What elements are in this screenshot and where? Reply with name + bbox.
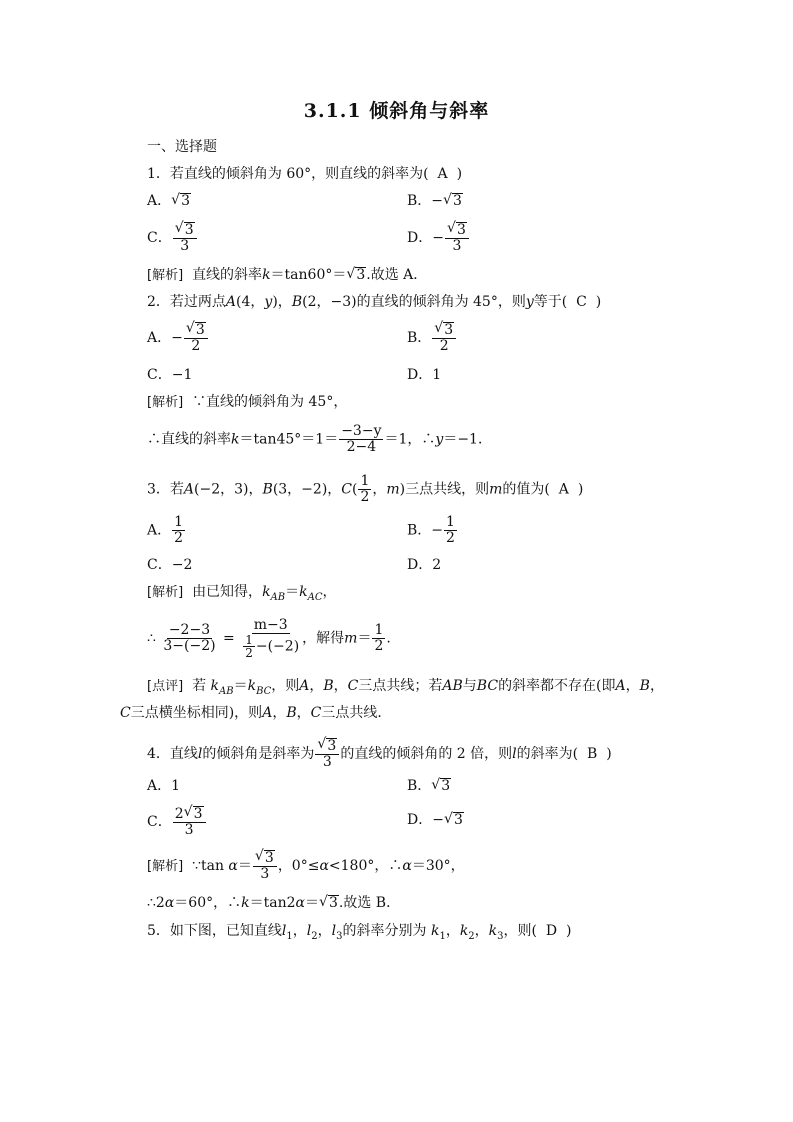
- q4-option-a: A．1: [147, 778, 181, 794]
- q1-option-a: [147, 191, 191, 211]
- fraction: √ $\frac{3}{3}$: [253, 850, 277, 882]
- analysis-tag: [解析]: [147, 859, 184, 874]
- fraction: $\frac{1}{2}$: [360, 473, 370, 505]
- q4-answer: B: [587, 746, 598, 762]
- fraction: √ $\frac{3}{3}$: [315, 738, 339, 770]
- analysis-tag: [解析]: [147, 268, 184, 283]
- q2-stem: 2．若过两点A(4，y)，B(2，−3)的直线的倾斜角为 45°，则y等于( C ): [147, 294, 602, 310]
- fraction: √ $\frac{3}{2}$: [184, 322, 208, 354]
- fraction: √ $\frac{3}{3}$: [445, 222, 469, 254]
- q2-option-b: B． √ $\frac{3}{2}$: [407, 322, 457, 354]
- q3-option-c: C．−2: [147, 557, 193, 573]
- q3-remark-2: C三点横坐标相同)，则A，B，C三点共线．: [120, 705, 392, 721]
- q3-option-d: D．2: [407, 557, 442, 573]
- q2-option-a: A．− √ $\frac{3}{2}$: [147, 322, 209, 354]
- q1-option-c-label: C．: [147, 230, 172, 246]
- sqrt-symbol: √ 3: [444, 810, 464, 830]
- fraction: $\frac{1}{2}$: [374, 622, 384, 654]
- q2-option-c: C．−1: [147, 367, 193, 383]
- q4-stem: 4．直线l的倾斜角是斜率为 √ $\frac{3}{3}$ 的直线的倾斜角的 2 倍，则l的斜率为( B ): [147, 738, 612, 770]
- sqrt-symbol: √ 3: [431, 776, 451, 796]
- sqrt-symbol: √ 3: [171, 191, 191, 211]
- q1-option-a-label: A．: [147, 193, 172, 209]
- fraction: m−3 $\frac{1}{2}$ −(−2): [245, 617, 300, 660]
- q3-option-b: B．− $\frac{1}{2}$: [407, 514, 455, 546]
- q4-analysis-1: [解析] ∵tan α＝ √ $\frac{3}{3}$ ，0°≤α<180°，∴α＝30°，: [147, 850, 465, 882]
- q4-analysis-2: ∴2α＝60°，∴k＝tan2α＝√ 3.故选 B．: [147, 893, 400, 913]
- q1-option-b: [407, 191, 463, 211]
- q4-option-b: B．√ 3: [407, 776, 451, 796]
- q1-option-d-label: D．−: [407, 230, 444, 246]
- fraction: $\frac{1}{2}$: [174, 514, 184, 546]
- analysis-tag: [解析]: [147, 395, 184, 410]
- q2-option-d: D．1: [407, 367, 442, 383]
- q2-analysis-1: [解析] ∵直线的倾斜角为 45°，: [147, 394, 348, 410]
- q1-stem: [147, 164, 462, 184]
- q4-option-c: C． $\frac{2√ 3}{3}$: [147, 806, 207, 838]
- q1-stem-close: ): [456, 166, 463, 182]
- sqrt-symbol: √ 3: [443, 191, 463, 211]
- q4-option-d: D．−√ 3: [407, 810, 464, 830]
- q1-analysis: [解析] 直线的斜率k＝tan60°＝√ 3.故选 A．: [147, 265, 427, 286]
- q1-answer: A: [437, 166, 448, 182]
- fraction: $\frac{2√ 3}{3}$: [173, 806, 206, 838]
- analysis-tag: [解析]: [147, 585, 184, 600]
- q1-option-c: [147, 222, 198, 254]
- q3-remark-1: [点评] 若 $k_{AB}=k_{BC}$，则A，B，C三点共线；若AB与BC的斜率都不存在(即A，B，: [147, 678, 664, 697]
- sqrt-symbol: √ 3: [346, 265, 366, 285]
- q1-option-d: [407, 222, 470, 254]
- q2-answer: C: [576, 294, 587, 310]
- q3-analysis-1: [解析] 由已知得，$k_{AB}=k_{AC}$，: [147, 584, 337, 603]
- q3-answer: A: [558, 481, 569, 498]
- fraction: √ $\frac{3}{2}$: [432, 322, 456, 354]
- q3-analysis-2: ∴ $\frac{-2-3}{3-(-2)}$ = m−3 $\frac{1}{2}$ −(−2) ，解得m＝ $\frac{1}{2}$ .: [147, 617, 391, 660]
- q3-option-a: A． $\frac{1}{2}$: [147, 514, 184, 546]
- sqrt-symbol: √ 3: [319, 893, 339, 913]
- q3-stem: 3．若A(−2，3)，B(3，−2)，C( $\frac{1}{2}$ ，m)三点共线，则m的值为( A ): [147, 473, 584, 505]
- q5-stem: 5．如下图，已知直线$l_1$，$l_2$，$l_3$的斜率分别为 $k_1$，$k_2$，$k_3$，则( D ): [147, 923, 572, 942]
- fraction: √ $\frac{3}{3}$: [173, 222, 197, 254]
- fraction: $\frac{-2-3}{3-(-2)}$: [163, 622, 216, 654]
- q5-answer: D: [545, 923, 558, 939]
- fraction: $\frac{-3-y}{2-4}$: [341, 423, 382, 455]
- q1-stem-text: 1．若直线的倾斜角为 60°，则直线的斜率为(: [147, 166, 429, 182]
- section-heading: 一、选择题: [147, 139, 217, 155]
- q2-analysis-2: ∴直线的斜率k＝tan45°＝1＝ $\frac{-3-y}{2-4}$ ＝1，∴y＝−1．: [147, 423, 492, 455]
- q1-option-b-label: B．−: [407, 193, 444, 209]
- fraction: $\frac{1}{2}$: [446, 514, 455, 546]
- page-title: 3.1.1 倾斜角与斜率: [303, 100, 490, 122]
- remark-tag: [点评]: [147, 679, 184, 694]
